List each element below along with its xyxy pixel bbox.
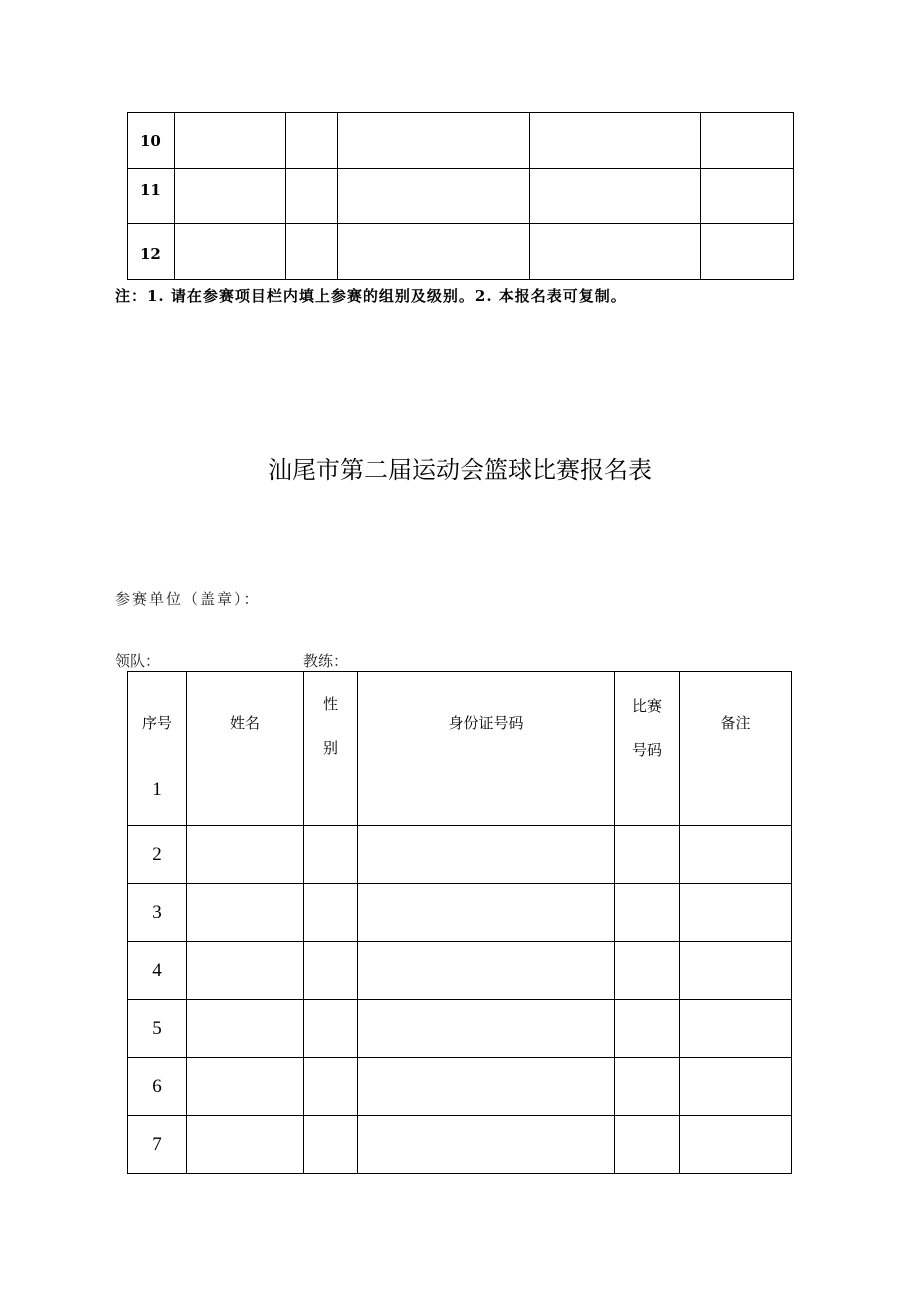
table-cell[interactable]: [530, 169, 701, 224]
table-row: [128, 884, 792, 942]
table-cell[interactable]: [358, 1058, 615, 1116]
table-cell[interactable]: [304, 1116, 358, 1174]
table-cell[interactable]: [187, 1116, 304, 1174]
coach-label: 教练：: [303, 652, 349, 670]
table-cell[interactable]: [175, 169, 286, 224]
table-row: [128, 1058, 792, 1116]
table-row: [128, 942, 792, 1000]
table-cell[interactable]: [615, 942, 680, 1000]
row-number: 11: [128, 169, 175, 224]
header-remark-cell: [680, 672, 792, 826]
row-number: 4: [128, 942, 187, 1000]
table-cell[interactable]: [615, 1058, 680, 1116]
table-cell[interactable]: [701, 169, 794, 224]
table-cell[interactable]: [358, 1116, 615, 1174]
table-cell[interactable]: [530, 224, 701, 280]
header-gender-2: 别: [322, 739, 338, 757]
row-number: 10: [128, 113, 175, 169]
row-number: 2: [128, 826, 187, 884]
table-cell[interactable]: [286, 169, 338, 224]
previous-table: [127, 112, 794, 280]
footnote: 注：1. 请在参赛项目栏内填上参赛的组别及级别。2. 本报名表可复制。: [115, 287, 627, 305]
table-cell[interactable]: [615, 826, 680, 884]
table-row: [128, 224, 794, 280]
table-cell[interactable]: [680, 942, 792, 1000]
header-remark: 备注: [720, 714, 751, 732]
table-cell[interactable]: [680, 1000, 792, 1058]
header-gender-cell: [304, 672, 358, 826]
header-jersey-cell: [615, 672, 680, 826]
table-cell[interactable]: [530, 113, 701, 169]
table-cell[interactable]: [175, 224, 286, 280]
row-number: 6: [128, 1058, 187, 1116]
row-number: 3: [128, 884, 187, 942]
table-cell[interactable]: [680, 1116, 792, 1174]
table-row: [128, 113, 794, 169]
header-seq-cell: [128, 672, 187, 826]
table-row: [128, 1116, 792, 1174]
table-cell[interactable]: [338, 169, 530, 224]
row-number: 7: [128, 1116, 187, 1174]
registration-table: [127, 671, 792, 1174]
row-number: 5: [128, 1000, 187, 1058]
table-cell[interactable]: [358, 826, 615, 884]
table-row: [128, 826, 792, 884]
table-cell[interactable]: [358, 1000, 615, 1058]
header-id: 身份证号码: [448, 714, 524, 732]
table-cell[interactable]: [304, 942, 358, 1000]
table-cell[interactable]: [358, 942, 615, 1000]
table-cell[interactable]: [187, 826, 304, 884]
table-cell[interactable]: [187, 1000, 304, 1058]
unit-label: 参赛单位（盖章）：: [115, 590, 261, 608]
header-row: [128, 672, 792, 826]
table-cell[interactable]: [680, 1058, 792, 1116]
row-number: 1: [152, 779, 162, 800]
table-row: [128, 1000, 792, 1058]
header-name-cell: [187, 672, 304, 826]
table-cell[interactable]: [680, 826, 792, 884]
table-cell[interactable]: [187, 884, 304, 942]
table-cell[interactable]: [187, 1058, 304, 1116]
page-title: 汕尾市第二届运动会篮球比赛报名表: [268, 456, 652, 484]
row-number: 12: [128, 224, 175, 280]
table-cell[interactable]: [701, 224, 794, 280]
table-row: [128, 169, 794, 224]
header-id-cell: [358, 672, 615, 826]
table-cell[interactable]: [286, 224, 338, 280]
leader-label: 领队：: [115, 652, 161, 670]
table-cell[interactable]: [615, 1000, 680, 1058]
header-gender-1: 性: [322, 695, 338, 713]
table-cell[interactable]: [286, 113, 338, 169]
table-cell[interactable]: [338, 113, 530, 169]
table-cell[interactable]: [615, 884, 680, 942]
table-cell[interactable]: [304, 826, 358, 884]
header-jersey-1: 比赛: [631, 697, 662, 715]
table-cell[interactable]: [615, 1116, 680, 1174]
table-cell[interactable]: [680, 884, 792, 942]
header-jersey-2: 号码: [631, 741, 662, 759]
table-cell[interactable]: [304, 1000, 358, 1058]
header-seq: 序号: [141, 714, 172, 732]
header-name: 姓名: [229, 714, 260, 732]
table-cell[interactable]: [304, 1058, 358, 1116]
table-cell[interactable]: [187, 942, 304, 1000]
table-cell[interactable]: [701, 113, 794, 169]
table-cell[interactable]: [338, 224, 530, 280]
table-cell[interactable]: [358, 884, 615, 942]
table-cell[interactable]: [304, 884, 358, 942]
table-cell[interactable]: [175, 113, 286, 169]
